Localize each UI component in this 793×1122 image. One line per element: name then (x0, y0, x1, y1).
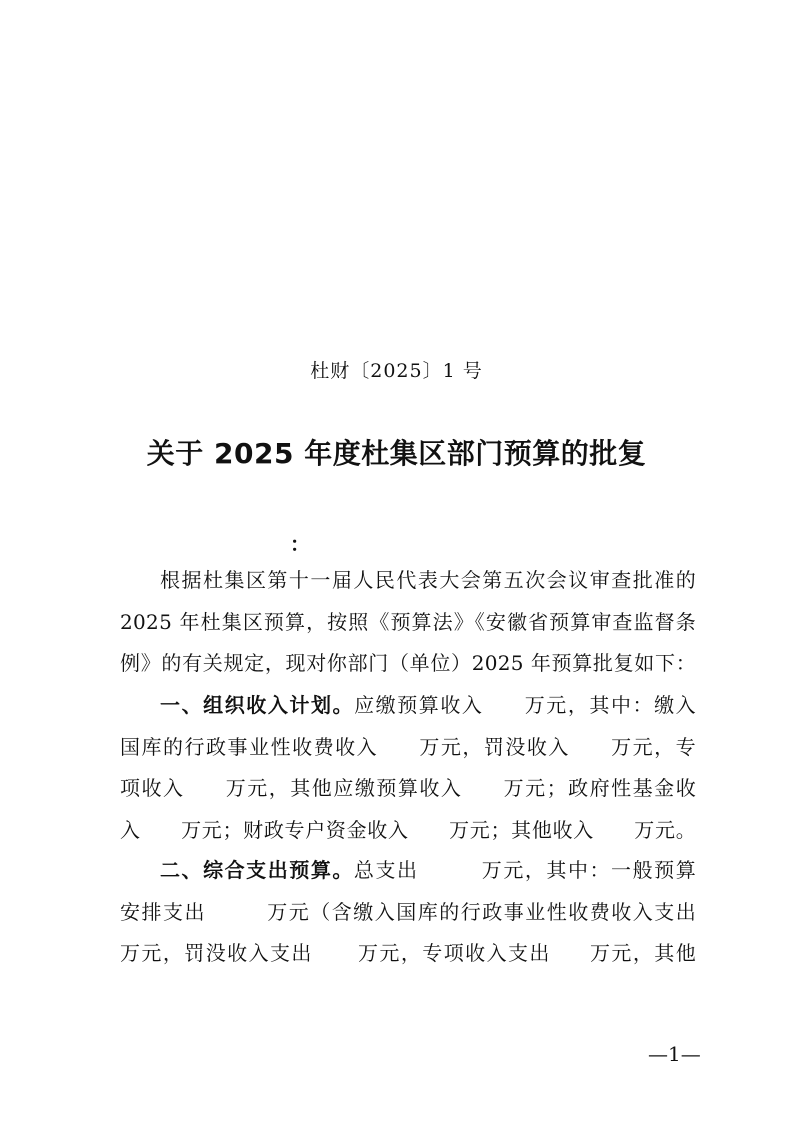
paragraph-line (120, 933, 696, 975)
recipient-line: ： (290, 532, 310, 556)
text-run: 万元。 (633, 817, 696, 842)
text-run: 安排支出 (120, 899, 206, 924)
text-run: 万元，其他 (588, 941, 697, 965)
paragraph-line (120, 727, 696, 769)
text-run: 万元，其中：一般预算 (480, 858, 696, 882)
text-run: 万元，罚没收入支出 (120, 941, 313, 965)
text-run: 万元；财政专户资金收入 (180, 817, 409, 842)
document-number: 杜财〔2025〕1 号 (310, 360, 483, 382)
text-run: 入 (120, 817, 141, 842)
paragraph-line (120, 892, 696, 934)
text-run: 万元，专 (609, 734, 696, 759)
text-run: 项收入 (120, 776, 185, 800)
text-run: 国库的行政事业性收费收入 (120, 734, 379, 759)
paragraph-line (120, 768, 696, 810)
paragraph-line (120, 810, 696, 852)
paragraph-expenditure-budget (120, 850, 696, 975)
paragraph-revenue-plan (120, 685, 696, 851)
text-run: 万元，其他应缴预算收入 (224, 776, 463, 800)
section-heading: 一、组织收入计划。 (160, 693, 355, 717)
paragraph-intro (120, 560, 696, 685)
text-run: 万元；政府性基金收 (502, 776, 696, 800)
paragraph-line: 2025 年杜集区预算，按照《预算法》《安徽省预算审查监督条 (120, 609, 696, 634)
text-run: 万元；其他收入 (448, 817, 594, 842)
text-run: 万元，其中：缴入 (523, 693, 696, 717)
page-number: —1— (648, 1042, 701, 1066)
paragraph-line: 例》的有关规定，现对你部门（单位）2025 年预算批复如下： (120, 651, 696, 675)
text-run: 万元，罚没收入 (418, 734, 570, 759)
paragraph-line: 根据杜集区第十一届人民代表大会第五次会议审查批准的 (160, 568, 696, 592)
paragraph-line (120, 850, 696, 892)
paragraph-line (120, 685, 696, 727)
text-run: 万元（含缴入国库的行政事业性收费收入支出 (266, 899, 696, 924)
section-heading: 二、综合支出预算。 (160, 858, 354, 882)
text-run: 应缴预算收入 (354, 693, 484, 717)
text-run: 总支出 (353, 858, 419, 882)
text-run: 万元，专项收入支出 (356, 941, 551, 965)
document-title: 关于 2025 年度杜集区部门预算的批复 (146, 437, 647, 470)
